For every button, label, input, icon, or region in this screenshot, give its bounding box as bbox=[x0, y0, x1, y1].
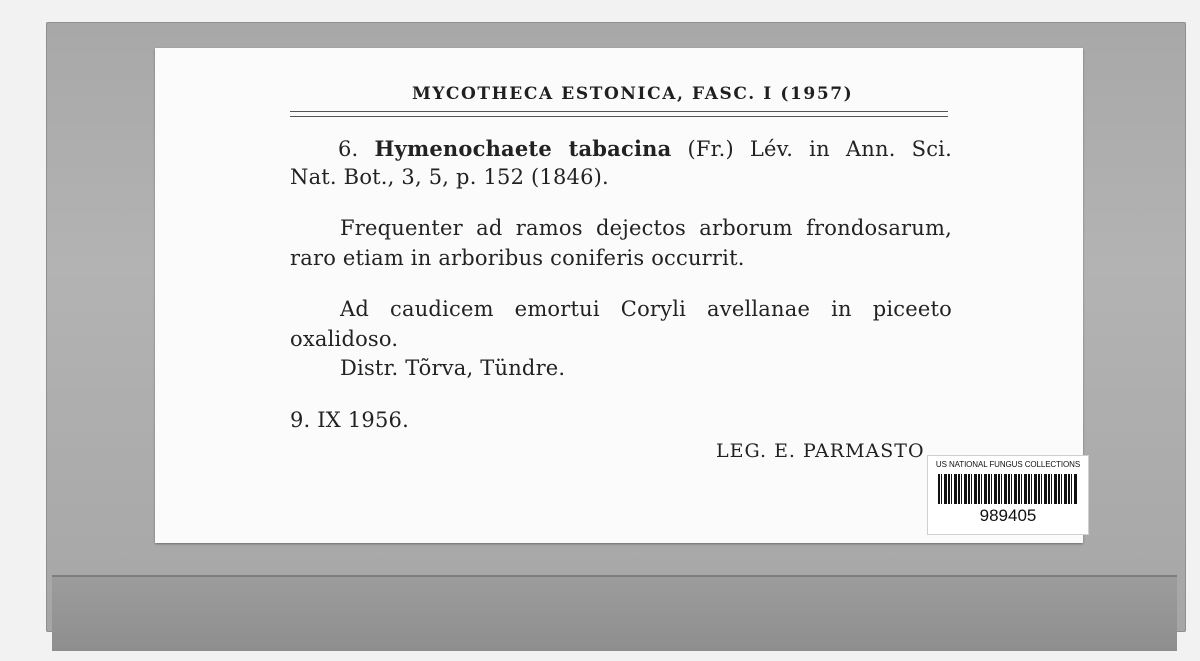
header-rule-top bbox=[290, 111, 948, 112]
packet-flap bbox=[52, 575, 1177, 651]
barcode-number: 989405 bbox=[979, 506, 1037, 525]
barcode-sticker bbox=[928, 456, 1088, 534]
species-name: Hymenochaete tabacina bbox=[374, 136, 672, 161]
barcode-institution: US NATIONAL FUNGUS COLLECTIONS bbox=[935, 460, 1081, 469]
collector: LEG. E. PARMASTO bbox=[716, 440, 925, 462]
substrate-line2: oxalidoso. bbox=[290, 327, 399, 351]
species-line bbox=[290, 136, 952, 161]
barcode-icon bbox=[938, 474, 1078, 504]
habitat-line1: Frequenter ad ramos dejectos arborum frondosarum, bbox=[340, 216, 952, 240]
header-rule-bottom bbox=[290, 116, 948, 117]
entry-number: 6. bbox=[338, 137, 359, 161]
substrate-line1: Ad caudicem emortui Coryli avellanae in piceeto bbox=[340, 297, 952, 321]
habitat-line2: raro etiam in arboribus coniferis occurrit. bbox=[290, 246, 745, 270]
label-header: MYCOTHECA ESTONICA, FASC. I (1957) bbox=[412, 84, 854, 104]
collection-date: 9. IX 1956. bbox=[290, 408, 409, 432]
authority-line2: Nat. Bot., 3, 5, p. 152 (1846). bbox=[290, 165, 609, 189]
authority-line1: (Fr.) Lév. in Ann. Sci. bbox=[687, 137, 952, 161]
locality: Distr. Tõrva, Tündre. bbox=[340, 356, 566, 380]
